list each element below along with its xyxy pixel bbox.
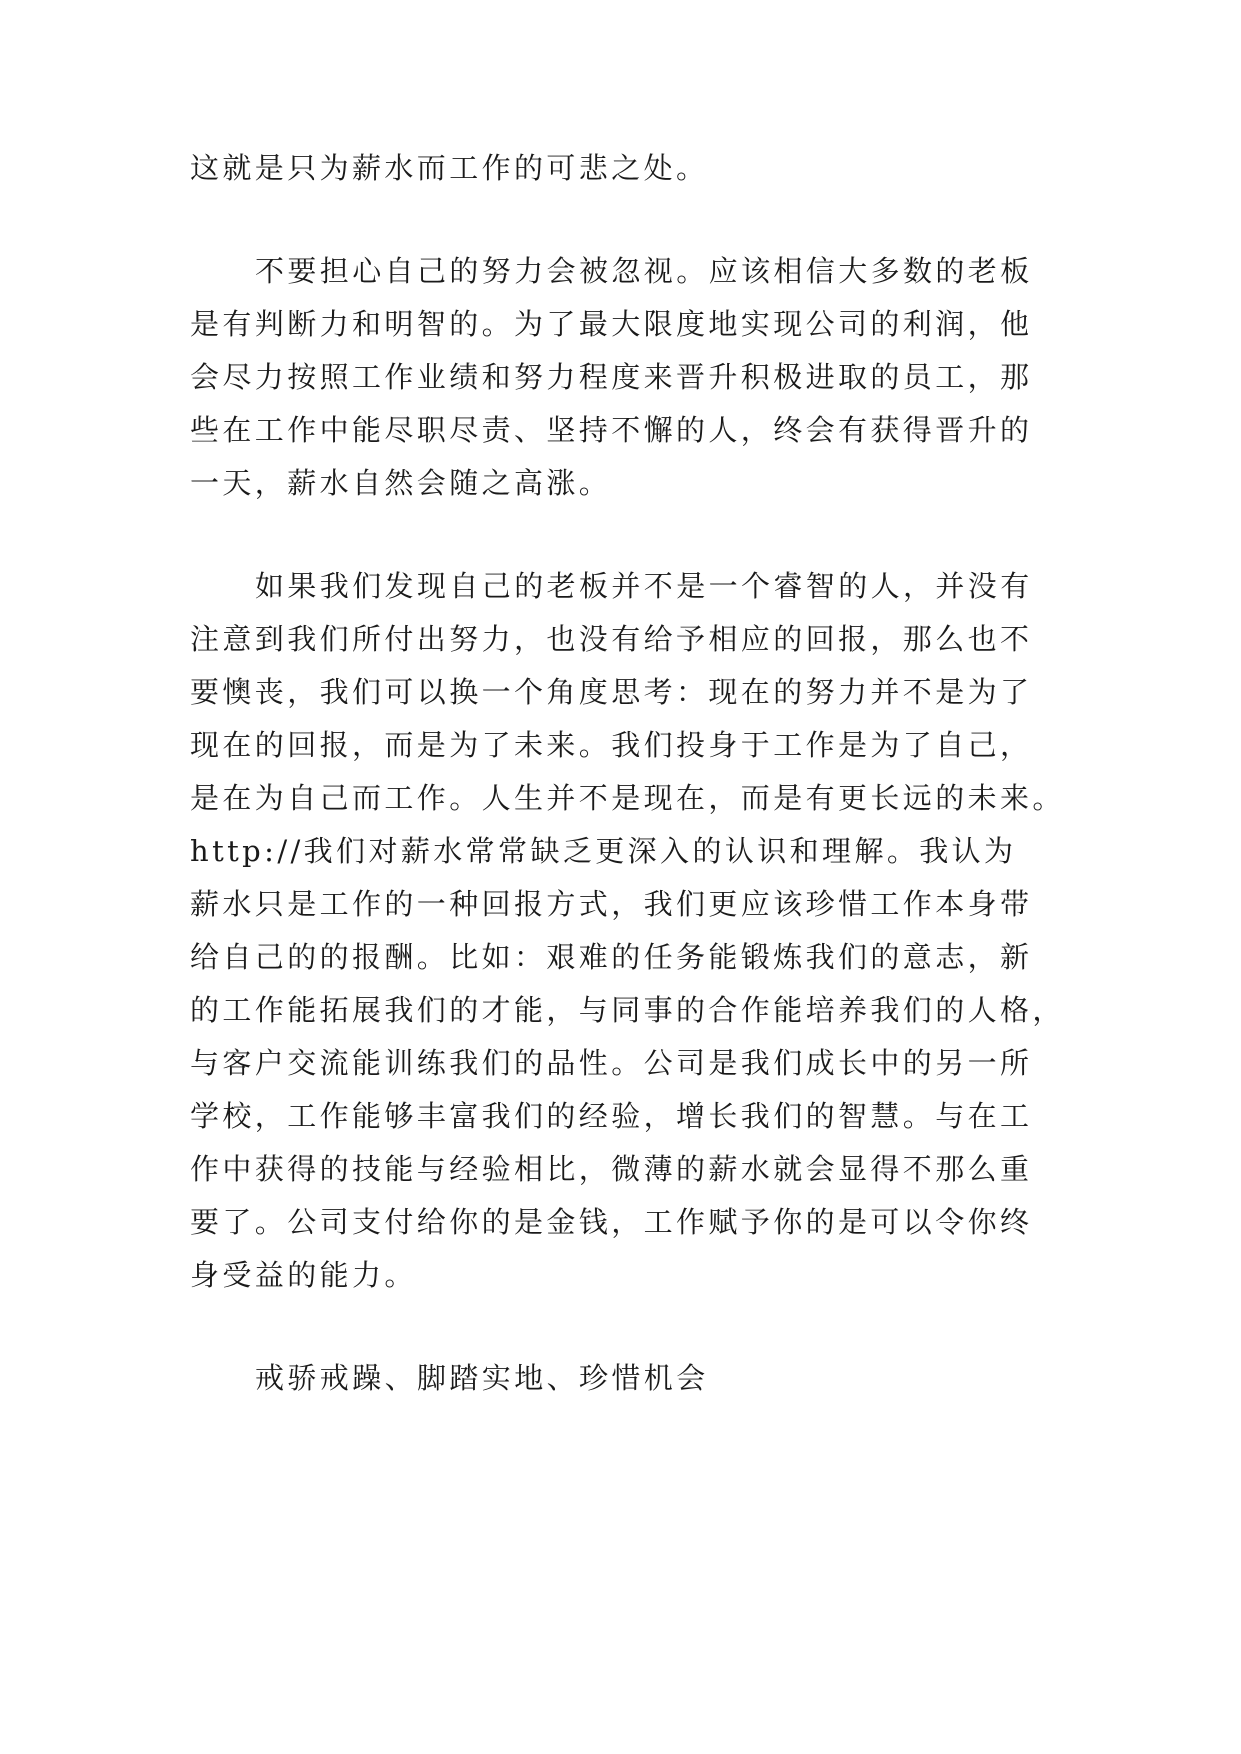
paragraph-line: 要懊丧，我们可以换一个角度思考：现在的努力并不是为了 — [190, 675, 1033, 709]
paragraph-line: 给自己的的报酬。比如：艰难的任务能锻炼我们的意志，新 — [190, 940, 1033, 974]
paragraph-line: 如果我们发现自己的老板并不是一个睿智的人，并没有 — [255, 569, 1033, 603]
section-heading: 戒骄戒躁、脚踏实地、珍惜机会 — [255, 1361, 709, 1395]
paragraph-line: 注意到我们所付出努力，也没有给予相应的回报，那么也不 — [190, 622, 1033, 656]
paragraph-line: 身受益的能力。 — [190, 1258, 417, 1292]
paragraph-line: 些在工作中能尽职尽责、坚持不懈的人，终会有获得晋升的 — [190, 413, 1033, 447]
paragraph-line: 学校，工作能够丰富我们的经验，增长我们的智慧。与在工 — [190, 1099, 1033, 1133]
paragraph-line: 不要担心自己的努力会被忽视。应该相信大多数的老板 — [255, 254, 1033, 288]
paragraph-line: 现在的回报，而是为了未来。我们投身于工作是为了自己， — [190, 728, 1033, 762]
paragraph-line: 一天，薪水自然会随之高涨。 — [190, 466, 612, 500]
paragraph-line: 这就是只为薪水而工作的可悲之处。 — [190, 151, 709, 185]
paragraph-line: 薪水只是工作的一种回报方式，我们更应该珍惜工作本身带 — [190, 887, 1033, 921]
paragraph-line: 作中获得的技能与经验相比，微薄的薪水就会显得不那么重 — [190, 1152, 1033, 1186]
paragraph-line: 是在为自己而工作。人生并不是现在，而是有更长远的未来。 — [190, 781, 1065, 815]
paragraph-line: 的工作能拓展我们的才能，与同事的合作能培养我们的人格， — [190, 993, 1065, 1027]
paragraph-line: 要了。公司支付给你的是金钱，工作赋予你的是可以令你终 — [190, 1205, 1033, 1239]
paragraph-line: 是有判断力和明智的。为了最大限度地实现公司的利润，他 — [190, 307, 1033, 341]
paragraph-line: 会尽力按照工作业绩和努力程度来晋升积极进取的员工，那 — [190, 360, 1033, 394]
paragraph-line: 与客户交流能训练我们的品性。公司是我们成长中的另一所 — [190, 1046, 1033, 1080]
paragraph-line: http://我们对薪水常常缺乏更深入的认识和理解。我认为 — [190, 834, 1017, 868]
